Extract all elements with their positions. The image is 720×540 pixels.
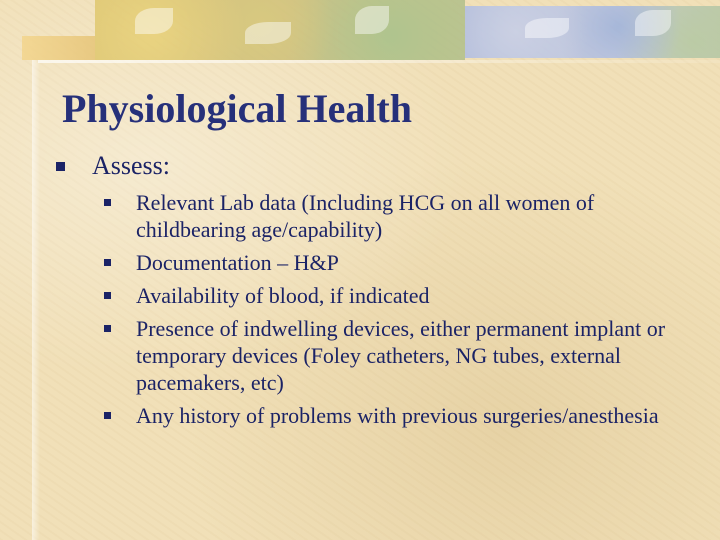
sub-bullet-text: Relevant Lab data (Including HCG on all women of childbearing age/capability) bbox=[136, 190, 595, 242]
sub-bullet-item bbox=[104, 249, 704, 276]
sub-bullet-text: Presence of indwelling devices, either permanent implant or temporary devices (Foley catheters, NG tubes, external pacemakers, etc) bbox=[136, 316, 666, 395]
square-bullet-icon bbox=[104, 259, 111, 266]
sub-bullet-text: Any history of problems with previous surgeries/anesthesia bbox=[136, 403, 659, 428]
sub-bullet-item bbox=[104, 402, 704, 429]
sub-bullet-list bbox=[104, 189, 704, 435]
decorative-corner-tab bbox=[22, 36, 95, 60]
banner-leaf-shape bbox=[355, 6, 389, 34]
decorative-banner bbox=[95, 0, 720, 62]
sub-bullet-item bbox=[104, 189, 704, 243]
title-divider bbox=[38, 60, 720, 63]
square-bullet-icon bbox=[104, 292, 111, 299]
banner-floral-strip-right bbox=[465, 6, 720, 58]
banner-leaf-shape bbox=[245, 22, 291, 44]
square-bullet-icon bbox=[56, 162, 65, 171]
banner-leaf-shape bbox=[135, 8, 173, 34]
main-bullet-text: Assess: bbox=[92, 151, 171, 180]
square-bullet-icon bbox=[104, 325, 111, 332]
sub-bullet-text: Availability of blood, if indicated bbox=[136, 283, 430, 308]
slide-title: Physiological Health bbox=[62, 86, 412, 131]
square-bullet-icon bbox=[104, 199, 111, 206]
banner-leaf-shape bbox=[525, 18, 569, 38]
sub-bullet-item bbox=[104, 282, 704, 309]
main-bullet bbox=[56, 150, 696, 182]
banner-leaf-shape bbox=[635, 10, 671, 36]
sub-bullet-text: Documentation – H&P bbox=[136, 250, 339, 275]
square-bullet-icon bbox=[104, 412, 111, 419]
main-bullet-row bbox=[56, 150, 696, 182]
left-edge-highlight bbox=[32, 60, 40, 540]
sub-bullet-item bbox=[104, 315, 704, 396]
